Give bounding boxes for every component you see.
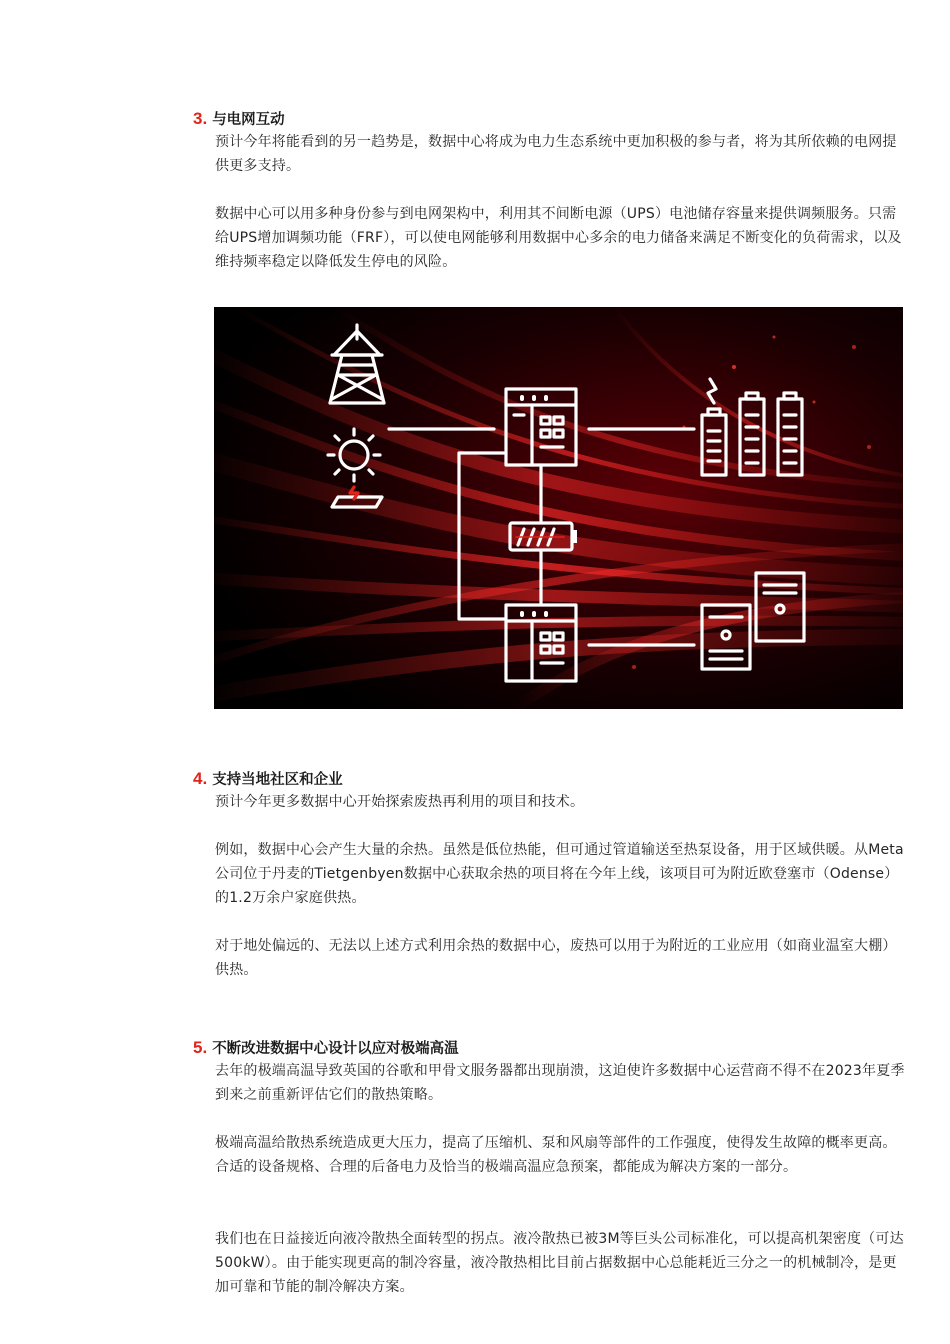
grid-interaction-illustration (214, 307, 903, 709)
paragraph: 数据中心可以用多种身份参与到电网架构中，利用其不间断电源（UPS）电池储存容量来提供调频服务。只需给UPS增加调频功能（FRF），可以使电网能够利用数据中心多余的电力储备来满足不断变化的负荷需求，以及维持频率稳定以降低发生停电的风险。 (215, 206, 902, 270)
section-number: 5. (193, 1038, 208, 1057)
section-title: 支持当地社区和企业 (212, 772, 343, 788)
section-title: 与电网互动 (212, 112, 285, 128)
paragraph: 极端高温给散热系统造成更大压力，提高了压缩机、泵和风扇等部件的工作强度，使得发生故障的概率更高。合适的设备规格、合理的后备电力及恰当的极端高温应急预案，都能成为解决方案的一部分。 (215, 1135, 897, 1175)
paragraph: 我们也在日益接近向液冷散热全面转型的拐点。液冷散热已被3M等巨头公司标准化，可以提高机架密度（可达500kW）。由于能实现更高的制冷容量，液冷散热相比目前占据数据中心总能耗近三分之一的机械制冷，是更加可靠和节能的制冷解决方案。 (215, 1231, 904, 1295)
section-5-heading (193, 1037, 459, 1058)
section-number: 4. (193, 769, 208, 788)
section-3-heading (193, 108, 285, 129)
paragraph: 预计今年将能看到的另一趋势是，数据中心将成为电力生态系统中更加积极的参与者，将为其所依赖的电网提供更多支持。 (215, 134, 897, 174)
section-4-heading (193, 768, 343, 789)
section-title: 不断改进数据中心设计以应对极端高温 (212, 1041, 459, 1057)
paragraph: 例如，数据中心会产生大量的余热。虽然是低位热能，但可通过管道输送至热泵设备，用于区域供暖。从Meta公司位于丹麦的Tietgenbyen数据中心获取余热的项目将在今年上线，该项目可为附近欧登塞市（Odense）的1.2万余户家庭供热。 (215, 842, 904, 906)
section-number: 3. (193, 109, 208, 128)
paragraph: 预计今年更多数据中心开始探索废热再利用的项目和技术。 (215, 794, 585, 810)
paragraph: 对于地处偏远的、无法以上述方式利用余热的数据中心，废热可以用于为附近的工业应用（如商业温室大棚）供热。 (215, 938, 897, 978)
paragraph: 去年的极端高温导致英国的谷歌和甲骨文服务器都出现崩溃，这迫使许多数据中心运营商不得不在2023年夏季到来之前重新评估它们的散热策略。 (215, 1063, 905, 1103)
